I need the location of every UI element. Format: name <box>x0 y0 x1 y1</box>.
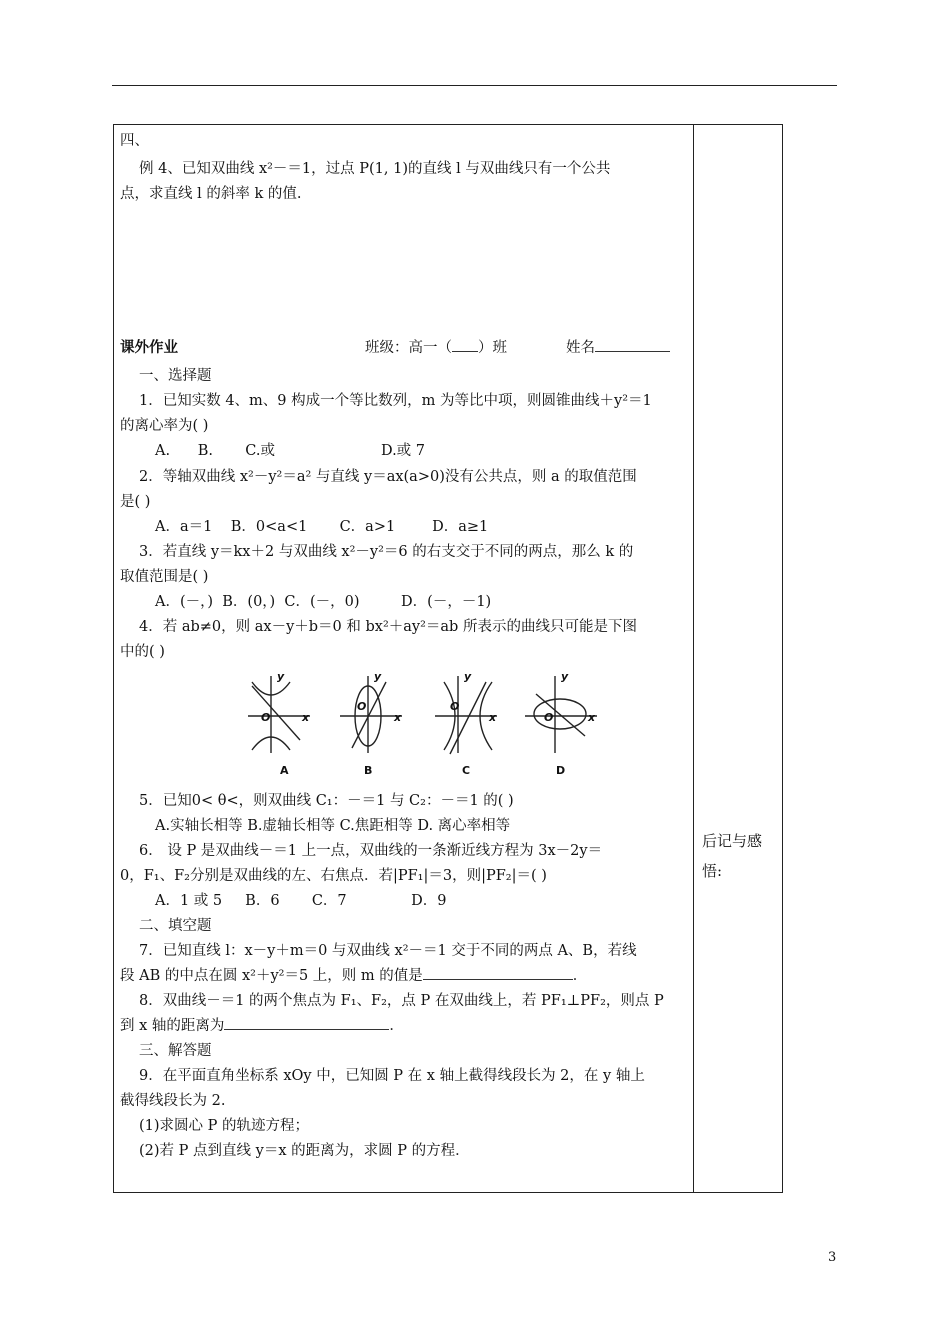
q9-part-2: (2)若 P 点到直线 y＝x 的距离为，求圆 P 的方程． <box>139 1143 470 1159</box>
class-blank <box>452 337 478 352</box>
example-4-line-1: 例 4、已知双曲线 x²－＝1，过点 P(1, 1)的直线 l 与双曲线只有一个公共 <box>139 161 611 177</box>
axis-y-label: y <box>561 670 569 683</box>
axis-y-label: y <box>277 670 285 683</box>
class-label: 班级：高一（ <box>365 340 452 356</box>
q7-line-1: 7．已知直线 l：x－y＋m＝0 与双曲线 x²－＝1 交于不同的两点 A、B，若线 <box>139 943 637 959</box>
q4-figure <box>240 668 610 783</box>
q4-line-2: 中的( ) <box>120 644 165 660</box>
column-divider <box>693 124 694 1193</box>
origin-label: O <box>450 700 460 713</box>
q5-line-1: 5．已知0< θ<，则双曲线 C₁：－＝1 与 C₂：－＝1 的( ) <box>139 793 514 809</box>
q9-line-1: 9．在平面直角坐标系 xOy 中，已知圆 P 在 x 轴上截得线段长为 2，在 y 轴上 <box>139 1068 645 1084</box>
class-field <box>365 337 507 359</box>
figure-label-b: B <box>364 764 373 777</box>
figure-label-a: A <box>280 764 289 777</box>
q3-line-2: 取值范围是( ) <box>120 569 209 585</box>
origin-label: O <box>544 711 554 724</box>
homework-title: 课外作业 <box>120 340 178 356</box>
example-4-line-2: 点，求直线 l 的斜率 k 的值. <box>120 186 302 202</box>
q9-part-1: (1)求圆心 P 的轨迹方程； <box>139 1118 310 1134</box>
q1-options: A. B. C.或 D.或 7 <box>155 443 426 459</box>
figure-a-graph <box>248 676 310 753</box>
q8-line-1: 8．双曲线－＝1 的两个焦点为 F₁、F₂，点 P 在双曲线上，若 PF₁⊥PF₂，则点 P <box>139 993 664 1009</box>
figure-c-graph <box>435 676 497 754</box>
origin-label: O <box>261 711 271 724</box>
q5-options: A.实轴长相等 B.虚轴长相等 C.焦距相等 D. 离心率相等 <box>155 818 511 834</box>
q7-line-2 <box>120 965 587 987</box>
q8-answer-blank <box>224 1015 389 1030</box>
q8-text: 到 x 轴的距离为 <box>120 1018 225 1034</box>
page-number: 3 <box>828 1250 837 1265</box>
q9-line-2: 截得线段长为 2. <box>120 1093 226 1109</box>
q8-period: ． <box>389 1018 404 1034</box>
figure-d-graph <box>525 676 597 753</box>
q3-options: A．(－，) B．(0，) C．(－，0) D．(－，－1) <box>155 594 492 610</box>
header-rule <box>112 85 837 86</box>
name-field <box>566 337 670 359</box>
q3-line-1: 3．若直线 y＝kx＋2 与双曲线 x²－y²＝6 的右支交于不同的两点，那么 k 的 <box>139 544 634 560</box>
name-blank <box>595 337 670 352</box>
figure-label-c: C <box>462 764 471 777</box>
q1-line-1: 1．已知实数 4、m、9 构成一个等比数列，m 为等比中项，则圆锥曲线＋y²＝1 <box>139 393 652 409</box>
q4-line-1: 4．若 ab≠0，则 ax－y＋b＝0 和 bx²＋ay²＝ab 所表示的曲线只可能是下图 <box>139 619 637 635</box>
class-suffix: ）班 <box>478 340 507 356</box>
q2-options: A．a＝1 B．0<a<1 C．a>1 D．a≥1 <box>155 519 489 535</box>
axis-x-label: x <box>489 711 497 724</box>
q7-period: ． <box>572 968 588 984</box>
axis-x-label: x <box>302 711 310 724</box>
q8-line-2 <box>120 1015 404 1037</box>
curve-diagrams <box>240 668 610 783</box>
q7-answer-blank <box>423 965 573 980</box>
q6-line-1: 6． 设 P 是双曲线－＝1 上一点，双曲线的一条渐近线方程为 3x－2y＝ <box>139 843 603 859</box>
axis-x-label: x <box>394 711 402 724</box>
homework-header <box>120 337 685 359</box>
figure-b-graph <box>340 676 402 753</box>
axis-y-label: y <box>374 670 382 683</box>
section-fill: 二、填空题 <box>139 918 212 934</box>
axis-x-label: x <box>588 711 596 724</box>
section-choice: 一、选择题 <box>139 368 212 384</box>
q7-text: 段 AB 的中点在圆 x²＋y²＝5 上，则 m 的值是 <box>120 968 423 984</box>
afterword-label: 后记与感悟: <box>702 832 763 880</box>
section-answer: 三、解答题 <box>139 1043 212 1059</box>
q2-line-1: 2．等轴双曲线 x²－y²＝a² 与直线 y＝ax(a>0)没有公共点，则 a 的取值范围 <box>139 469 637 485</box>
q6-line-2: 0，F₁、F₂分别是双曲线的左、右焦点．若|PF₁|＝3，则|PF₂|＝( ) <box>120 868 547 884</box>
axis-y-label: y <box>464 670 472 683</box>
q2-line-2: 是( ) <box>120 494 151 510</box>
q6-options: A．1 或 5 B．6 C．7 D．9 <box>155 893 447 909</box>
section-number: 四、 <box>120 133 149 149</box>
figure-label-d: D <box>556 764 566 777</box>
q1-line-2: 的离心率为( ) <box>120 418 209 434</box>
name-label: 姓名 <box>566 340 595 356</box>
origin-label: O <box>357 700 367 713</box>
